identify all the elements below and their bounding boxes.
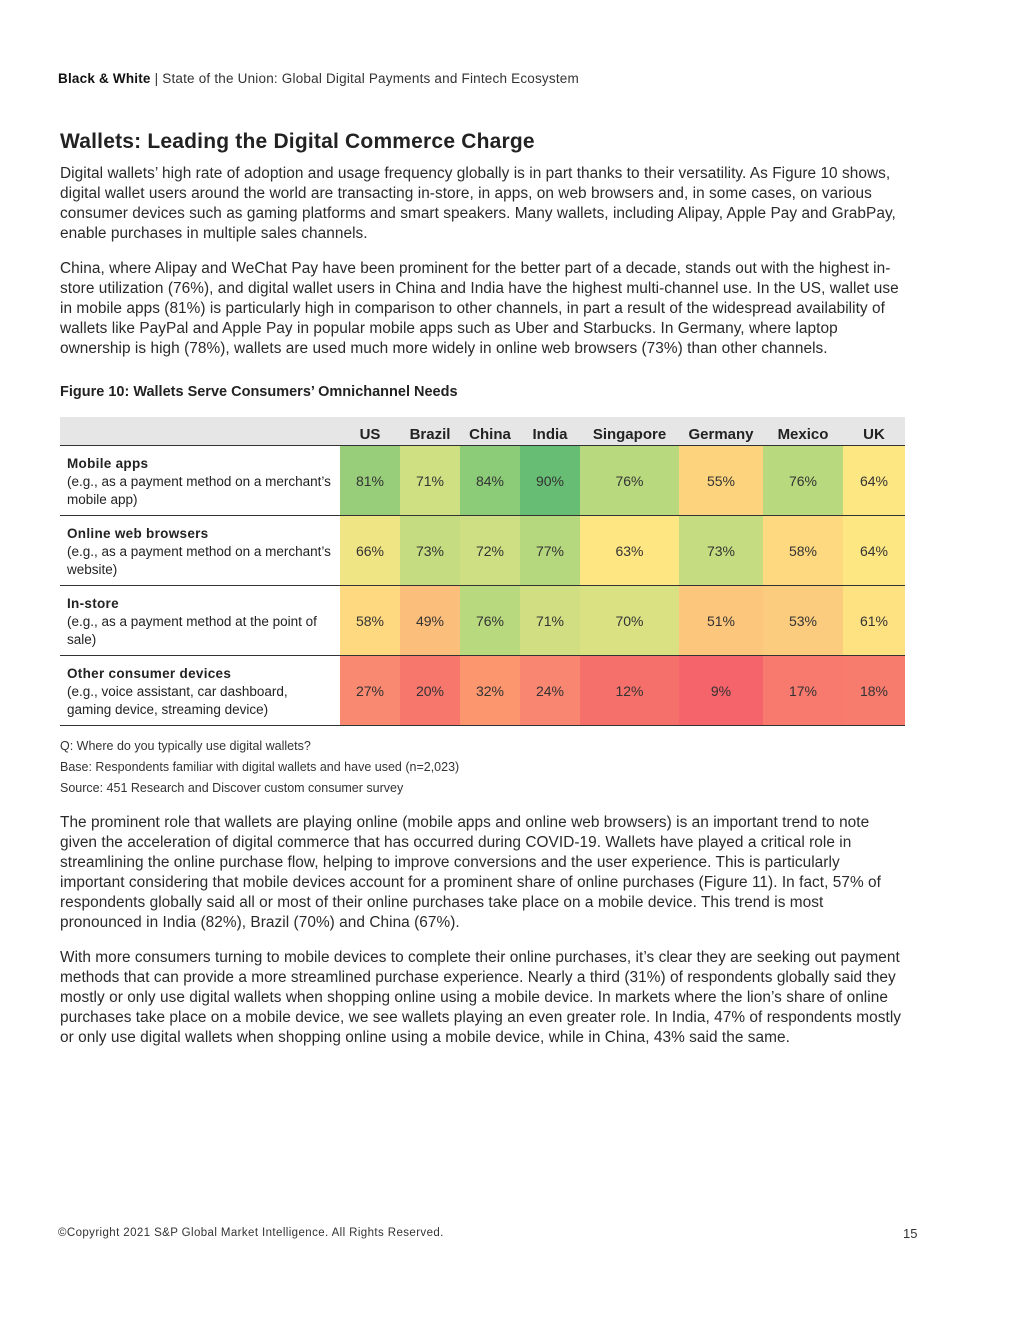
heat-cell: 71% [400, 446, 460, 516]
row-label-title: Other consumer devices [67, 666, 232, 681]
heat-cell: 76% [460, 586, 520, 656]
row-label [60, 446, 340, 516]
column-header-germany: Germany [679, 417, 763, 446]
footer-copyright: ©Copyright 2021 S&P Global Market Intelligence. All Rights Reserved. [58, 1227, 444, 1239]
heat-cell: 76% [580, 446, 679, 516]
column-header-india: India [520, 417, 580, 446]
row-label-title: In-store [67, 596, 119, 611]
table-row [60, 586, 905, 656]
column-header-mexico: Mexico [763, 417, 843, 446]
table-body [60, 446, 905, 726]
figure-notes [60, 736, 905, 799]
heat-cell: 70% [580, 586, 679, 656]
heat-cell: 73% [400, 516, 460, 586]
row-label-description: (e.g., voice assistant, car dashboard, gaming device, streaming device) [67, 684, 288, 717]
heat-cell: 84% [460, 446, 520, 516]
heat-cell: 24% [520, 656, 580, 726]
heat-cell: 51% [679, 586, 763, 656]
heat-cell: 55% [679, 446, 763, 516]
note-question: Q: Where do you typically use digital wallets? [60, 739, 311, 753]
row-label-description: (e.g., as a payment method on a merchant’s website) [67, 544, 331, 577]
heat-cell: 81% [340, 446, 400, 516]
table-row [60, 516, 905, 586]
heat-cell: 71% [520, 586, 580, 656]
heat-cell: 64% [843, 446, 905, 516]
row-label [60, 586, 340, 656]
page-number: 15 [903, 1226, 918, 1241]
heat-cell: 64% [843, 516, 905, 586]
row-label [60, 656, 340, 726]
main-content [60, 130, 905, 1063]
header-corner [60, 417, 340, 446]
paragraph: The prominent role that wallets are playing online (mobile apps and online web browsers) is an important trend to note given the acceleration of digital commerce that has occurred during COVID-19. Wallets have played a critical role in streamlining the online purchase flow, helping to improve conversions and the user experience. This is particularly important considering that mobile devices account for a prominent share of online purchases (Figure 11). In fact, 57% of respondents globally said all or most of their online purchases take place on a mobile device. This trend is most pronounced in India (82%), Brazil (70%) and China (67%). [60, 814, 881, 931]
heat-cell: 49% [400, 586, 460, 656]
note-source: Source: 451 Research and Discover custom consumer survey [60, 781, 404, 795]
figure-title: Figure 10: Wallets Serve Consumers’ Omnichannel Needs [60, 384, 458, 400]
table-header-row [60, 417, 905, 446]
heat-cell: 61% [843, 586, 905, 656]
heat-cell: 58% [763, 516, 843, 586]
table-row [60, 656, 905, 726]
paragraph: With more consumers turning to mobile devices to complete their online purchases, it’s clear they are seeking out payment methods that can provide a more streamlined purchase experience. Nearly a third (31%) of respondents globally said they mostly or only use digital wallets when shopping online using a mobile device. In markets where the lion’s share of online purchases take place on a mobile device, we see wallets playing an even greater role. In India, 47% of respondents mostly or only use digital wallets when shopping online using a mobile device, while in China, 43% said the same. [60, 949, 902, 1046]
heat-cell: 32% [460, 656, 520, 726]
heat-cell: 20% [400, 656, 460, 726]
row-label-title: Online web browsers [67, 526, 209, 541]
paragraph: China, where Alipay and WeChat Pay have been prominent for the better part of a decade, stands out with the highest in-store utilization (76%), and digital wallet users in China and India have the highest multi-channel use. In the US, wallet use in mobile apps (81%) is particularly high in comparison to other channels, in part a result of the widespread availability of wallets like PayPal and Apple Pay in popular mobile apps such as Uber and Starbucks. In Germany, where laptop ownership is high (78%), wallets are used much more widely in online web browsers (73%) than other channels. [60, 260, 899, 357]
heat-cell: 17% [763, 656, 843, 726]
header-title: State of the Union: Global Digital Payments and Fintech Ecosystem [162, 71, 579, 86]
heat-cell: 9% [679, 656, 763, 726]
heat-cell: 27% [340, 656, 400, 726]
header-brand: Black & White [58, 71, 151, 86]
section-title: Wallets: Leading the Digital Commerce Charge [60, 130, 535, 153]
table-row [60, 446, 905, 516]
heat-cell: 73% [679, 516, 763, 586]
heat-cell: 90% [520, 446, 580, 516]
heat-cell: 63% [580, 516, 679, 586]
column-header-china: China [460, 417, 520, 446]
row-label-title: Mobile apps [67, 456, 149, 471]
header-separator: | [150, 71, 163, 86]
heat-cell: 18% [843, 656, 905, 726]
note-base: Base: Respondents familiar with digital wallets and have used (n=2,023) [60, 760, 460, 774]
page-header [58, 71, 579, 86]
heat-cell: 12% [580, 656, 679, 726]
row-label-description: (e.g., as a payment method on a merchant’s mobile app) [67, 474, 331, 507]
heat-cell: 76% [763, 446, 843, 516]
column-header-singapore: Singapore [580, 417, 679, 446]
heat-cell: 53% [763, 586, 843, 656]
row-label-description: (e.g., as a payment method at the point of sale) [67, 614, 317, 647]
heat-cell: 66% [340, 516, 400, 586]
heat-cell: 58% [340, 586, 400, 656]
paragraph: Digital wallets’ high rate of adoption and usage frequency globally is in part thanks to their versatility. As Figure 10 shows, digital wallet users around the world are transacting in-store, in apps, on web browsers and, in some cases, on various consumer devices such as gaming platforms and smart speakers. Many wallets, including Alipay, Apple Pay and GrabPay, enable purchases in multiple sales channels. [60, 165, 896, 242]
row-label [60, 516, 340, 586]
heat-cell: 72% [460, 516, 520, 586]
column-header-brazil: Brazil [400, 417, 460, 446]
column-header-uk: UK [843, 417, 905, 446]
column-header-us: US [340, 417, 400, 446]
heat-cell: 77% [520, 516, 580, 586]
heatmap-table [60, 417, 905, 726]
